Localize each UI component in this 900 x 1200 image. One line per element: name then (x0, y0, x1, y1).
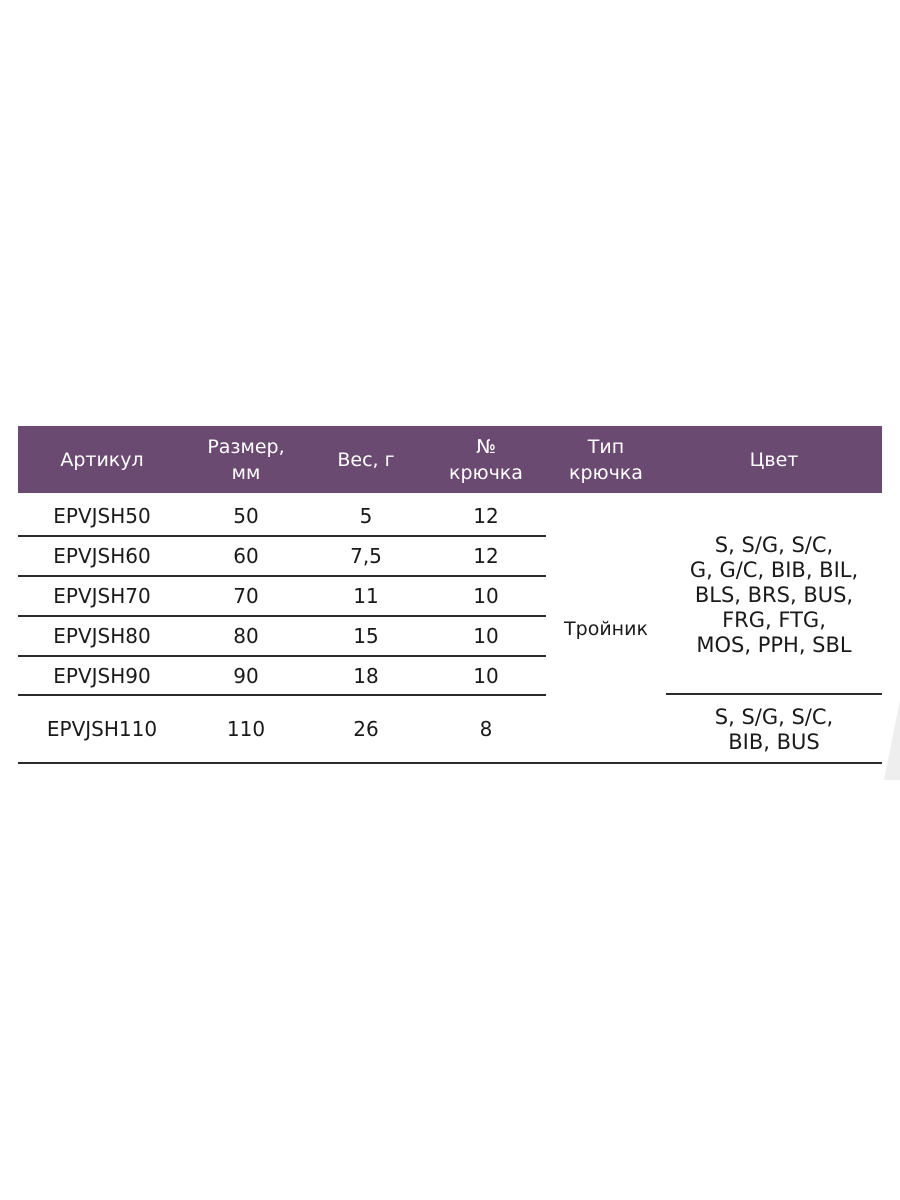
color-divider (666, 693, 882, 695)
cell-weight: 18 (353, 664, 379, 688)
cell-size: 80 (233, 624, 259, 648)
cell-article: EPVJSH90 (53, 664, 151, 688)
cell-weight: 11 (353, 584, 379, 608)
row-divider (18, 694, 546, 696)
cell-size: 110 (226, 717, 266, 741)
header-color: Цвет (749, 448, 799, 471)
row-divider (18, 655, 546, 657)
cell-weight: 15 (353, 624, 379, 648)
row-divider (18, 575, 546, 577)
cell-hook-type: Тройник (564, 618, 648, 640)
cell-size: 60 (233, 544, 259, 568)
header-weight: Вес, г (337, 448, 395, 471)
cell-weight: 26 (353, 717, 379, 741)
cell-weight: 7,5 (350, 544, 382, 568)
table-bottom-rule (18, 762, 882, 764)
cell-hook-number: 10 (473, 584, 499, 608)
cell-hook-number: 12 (473, 504, 499, 528)
cell-article: EPVJSH50 (53, 504, 151, 528)
cell-article: EPVJSH70 (53, 584, 151, 608)
header-article: Артикул (60, 448, 144, 471)
cell-hook-number: 10 (473, 664, 499, 688)
cell-weight: 5 (359, 504, 373, 528)
header-size: Размер, мм (207, 435, 285, 484)
cell-hook-number: 12 (473, 544, 499, 568)
header-hook-type: Тип крючка (569, 435, 643, 484)
cell-article: EPVJSH60 (53, 544, 151, 568)
cell-colors-main: S, S/G, S/C, G, G/C, BIB, BIL, BLS, BRS, BUS, FRG, FTG, MOS, PPH, SBL (689, 532, 859, 657)
cell-size: 70 (233, 584, 259, 608)
cell-colors-last: S, S/G, S/C, BIB, BUS (714, 705, 834, 754)
cell-size: 90 (233, 664, 259, 688)
cell-size: 50 (233, 504, 259, 528)
table-header (18, 426, 882, 493)
decorative-corner-shape (884, 700, 900, 780)
cell-hook-number: 10 (473, 624, 499, 648)
cell-article: EPVJSH80 (53, 624, 151, 648)
row-divider (18, 615, 546, 617)
cell-hook-number: 8 (479, 717, 493, 741)
header-hook-number: № крючка (449, 435, 523, 484)
row-divider (18, 535, 546, 537)
cell-article: EPVJSH110 (46, 717, 158, 741)
